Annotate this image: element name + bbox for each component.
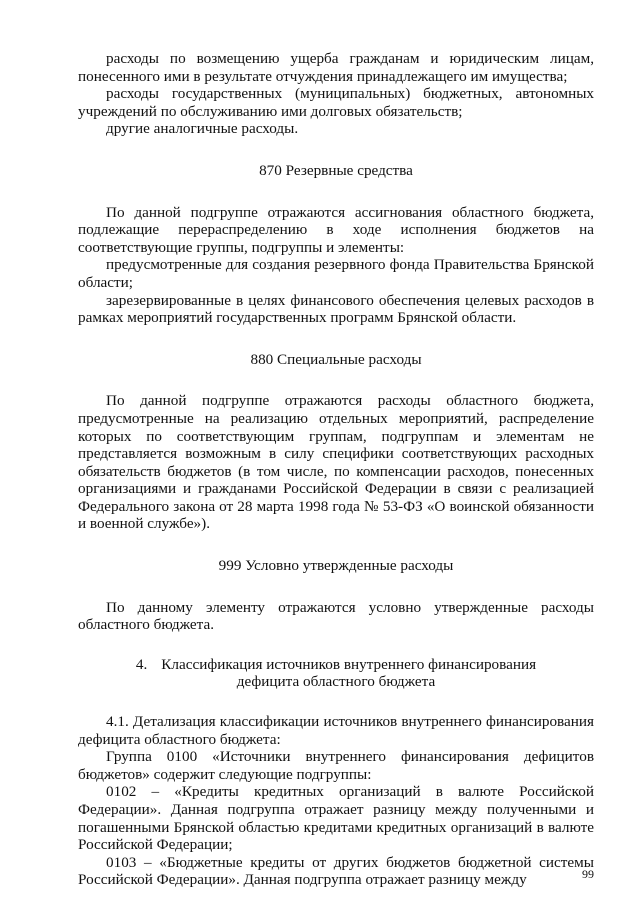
paragraph: По данной подгруппе отражаются расходы областного бюджета, предусмотренные на реализацию отдельных мероприятий, распределение которых по соответствующим группам, подгруппам и элементам не представляется возможным в силу специфики соответствующих расходных обязательств бюджетов (в том числе, по компенсации расходов, понесенных организациями и гражданами Российской Федерации в связи с реализацией Федерального закона от 28 марта 1998 года № 53-ФЗ «О воинской обязанности и военной службе»). <box>78 392 594 533</box>
section-heading-870: 870 Резервные средства <box>259 161 413 179</box>
paragraph: Группа 0100 «Источники внутреннего финансирования дефицитов бюджетов» содержит следующие подгруппы: <box>78 748 594 783</box>
page-number: 99 <box>582 867 594 881</box>
paragraph: 4.1. Детализация классификации источников внутреннего финансирования дефицита областного бюджета: <box>78 713 594 748</box>
paragraph: зарезервированные в целях финансового обеспечения целевых расходов в рамках мероприятий государственных программ Брянской области. <box>78 291 594 327</box>
section-heading-999: 999 Условно утвержденные расходы <box>218 557 454 575</box>
chapter-number: 4. <box>135 655 148 673</box>
paragraph: 0103 – «Бюджетные кредиты от других бюджетов бюджетной системы Российской Федерации». Данная подгруппа отражает разницу между <box>78 853 594 889</box>
section-heading-880: 880 Специальные расходы <box>250 350 422 368</box>
paragraph: предусмотренные для создания резервного фонда Правительства Брянской области; <box>78 256 594 291</box>
paragraph: 0102 – «Кредиты кредитных организаций в валюте Российской Федерации». Данная подгруппа отражает разницу между полученными и погашенными Брянской областью кредитами кредитных организаций в валюте Российской Федерации; <box>78 783 594 854</box>
paragraph: расходы по возмещению ущерба гражданам и юридическим лицам, понесенного ими в результате отчуждения принадлежащего им имущества; <box>78 50 594 85</box>
chapter-title-line-2: дефицита областного бюджета <box>236 673 436 691</box>
paragraph: расходы государственных (муниципальных) бюджетных, автономных учреждений по обслуживанию ими долговых обязательств; <box>78 85 594 120</box>
document-page <box>78 50 594 889</box>
paragraph: По данному элементу отражаются условно утвержденные расходы областного бюджета. <box>78 598 594 634</box>
paragraph: По данной подгруппе отражаются ассигнования областного бюджета, подлежащие перераспределению в ходе исполнения бюджетов на соответствующие группы, подгруппы и элементы: <box>78 203 594 256</box>
chapter-heading <box>78 656 594 691</box>
chapter-heading-line-1 <box>78 656 594 674</box>
paragraph: другие аналогичные расходы. <box>106 120 299 138</box>
chapter-title-line-1: Классификация источников внутреннего финансирования <box>161 655 537 673</box>
